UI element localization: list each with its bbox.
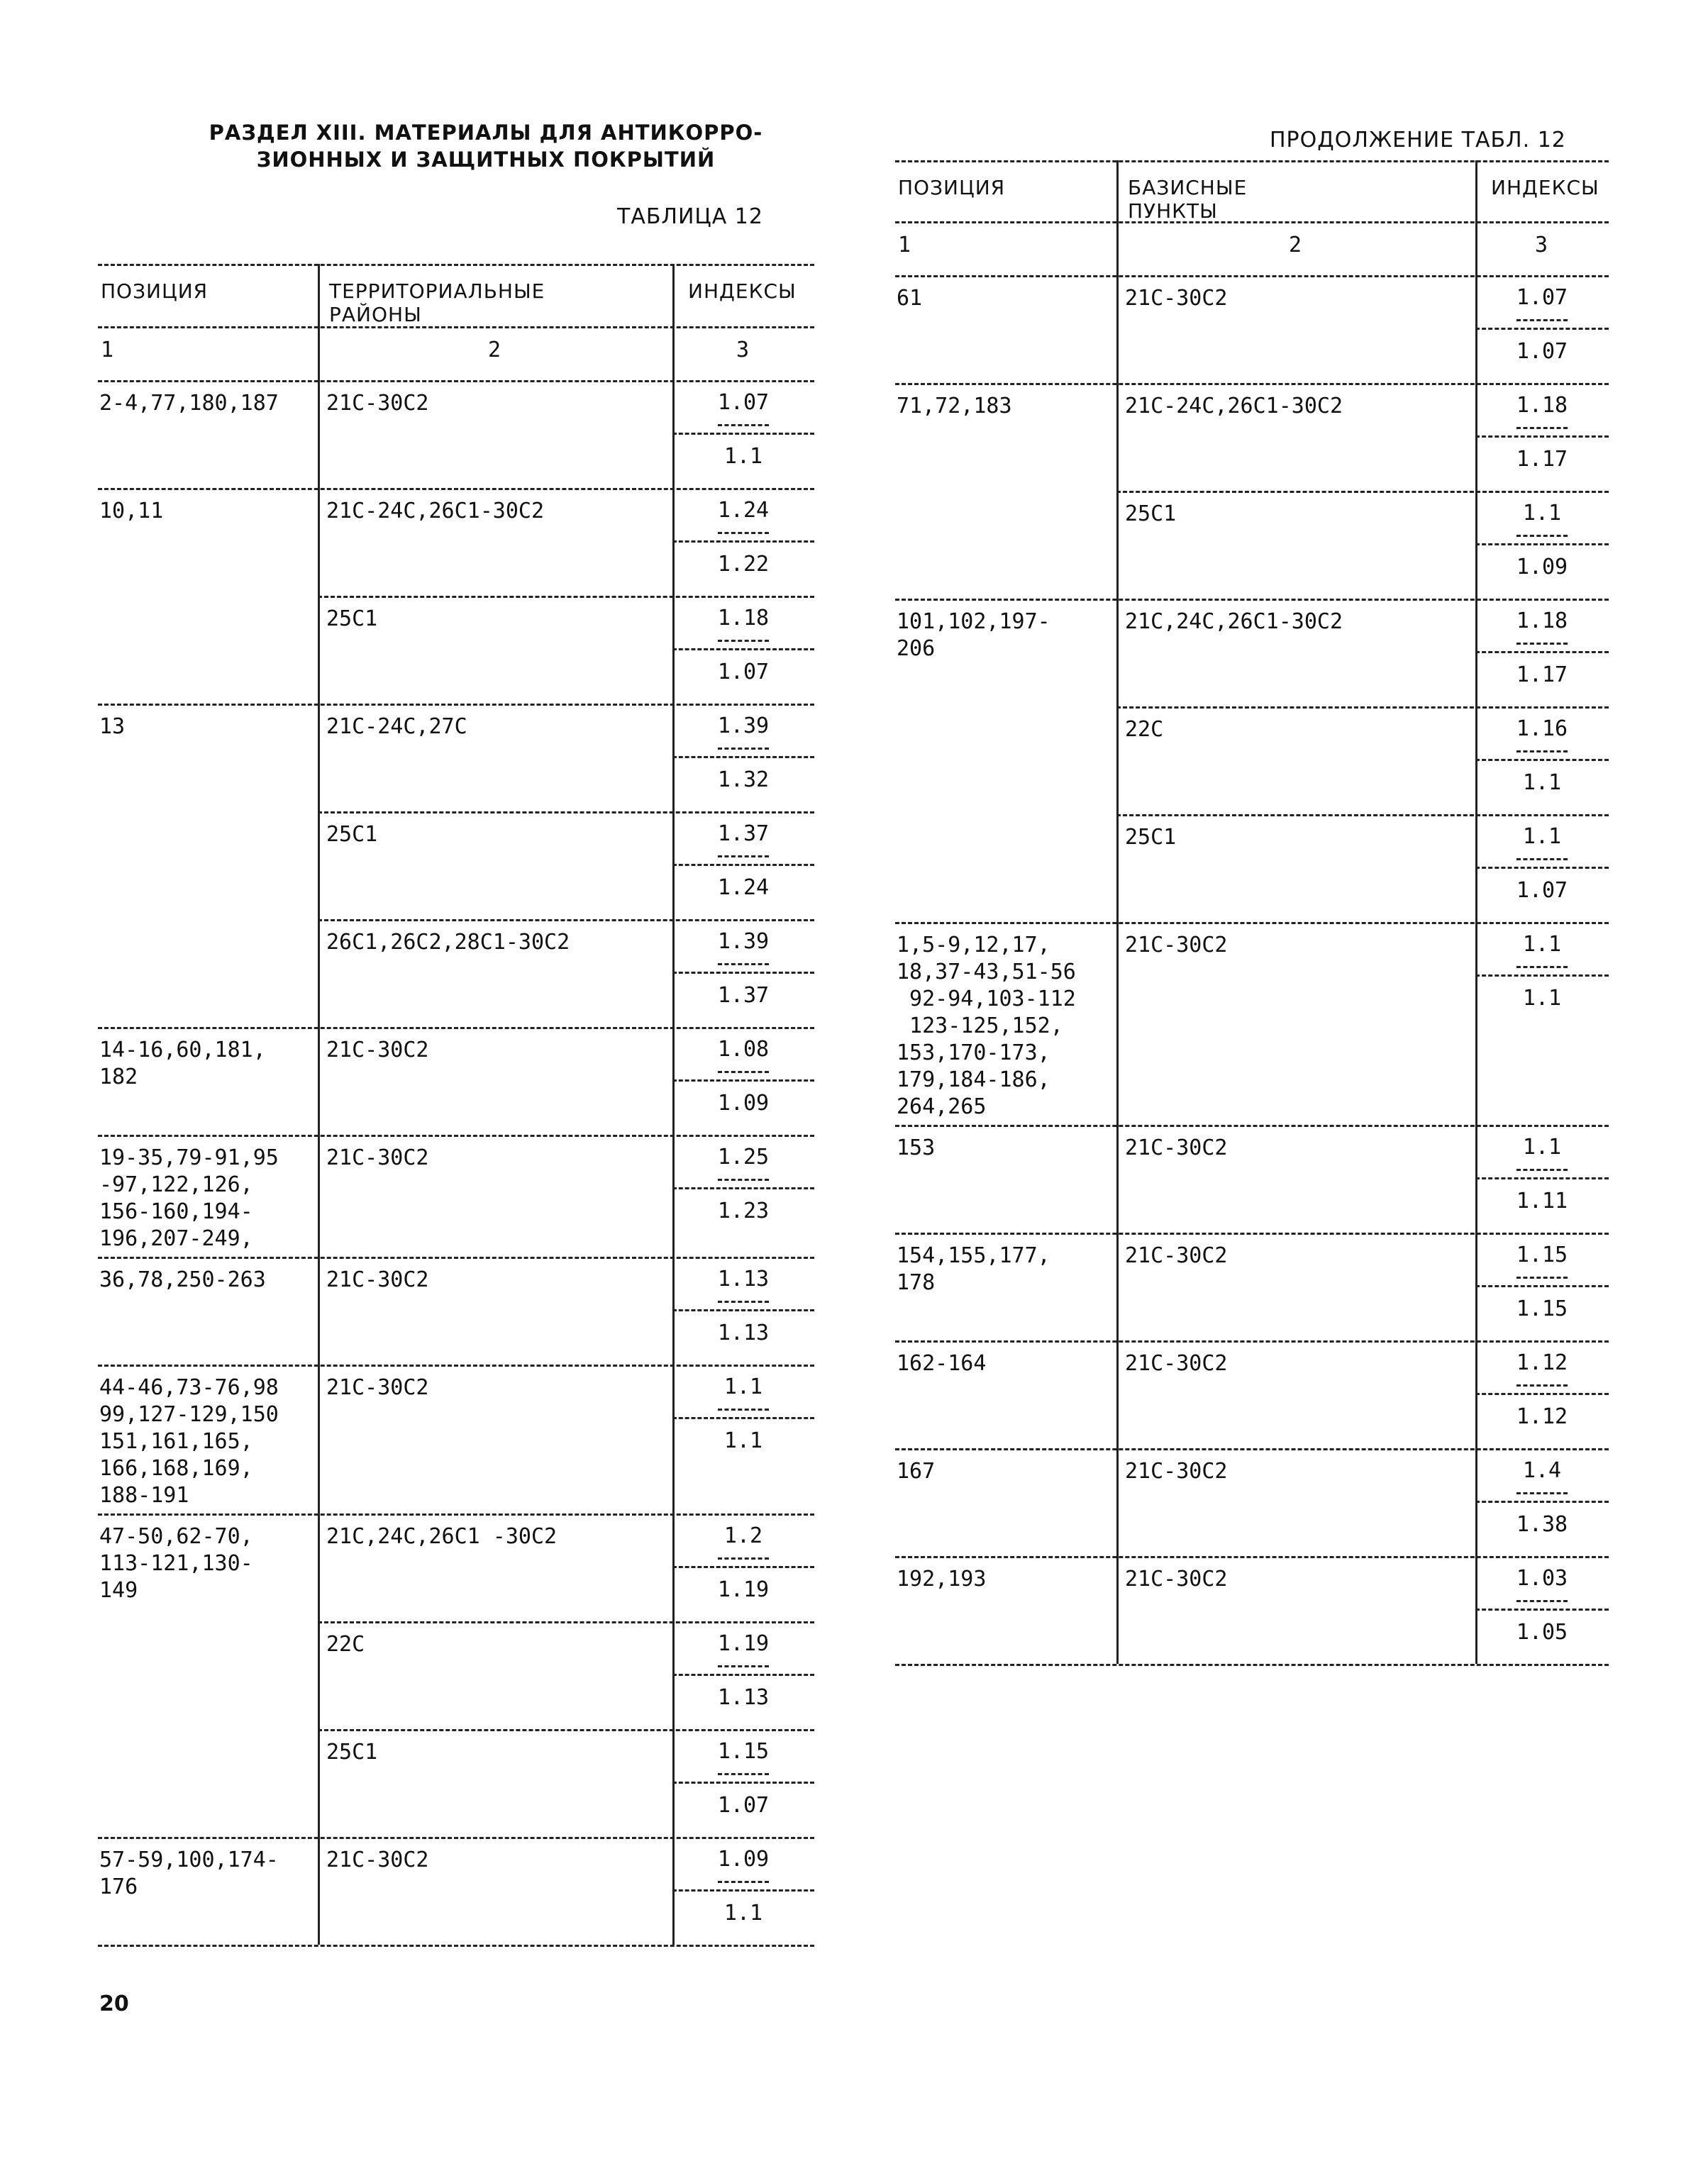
section-title-line2: ЗИОННЫХ И ЗАЩИТНЫХ ПОКРЫТИЙ — [256, 148, 716, 172]
index-fraction-bar — [718, 1773, 769, 1775]
area-cell: 21С-30С2 — [1125, 1243, 1228, 1268]
index-top: 1.18 — [1516, 609, 1568, 633]
index-top: 1.19 — [717, 1631, 770, 1656]
col-number-2: 2 — [488, 338, 501, 362]
row-rule — [895, 1664, 1609, 1666]
position-cell: 19-35,79-91,95 -97,122,126, 156-160,194- 196,207-249, — [99, 1145, 279, 1251]
position-cell: 153 — [897, 1135, 936, 1160]
position-cell: 167 — [897, 1459, 936, 1484]
row-rule — [895, 1340, 1609, 1343]
index-fraction-bar — [1516, 643, 1568, 645]
area-cell: 25С1 — [1125, 501, 1177, 526]
index-mid-rule — [672, 1079, 814, 1082]
area-cell: 21С-30С2 — [1125, 933, 1228, 957]
index-mid-rule — [672, 648, 814, 650]
index-top: 1.4 — [1522, 1458, 1562, 1483]
index-bottom: 1.1 — [1522, 986, 1562, 1011]
index-mid-rule — [672, 1782, 814, 1784]
row-rule — [895, 922, 1609, 924]
col-header-area: ТЕРРИТОРИАЛЬНЫЕ РАЙОНЫ — [329, 279, 545, 326]
index-mid-rule — [1475, 1501, 1609, 1503]
index-fraction-bar — [1516, 750, 1568, 752]
index-bottom: 1.38 — [1516, 1512, 1568, 1537]
row-rule — [98, 1513, 814, 1516]
index-top: 1.12 — [1516, 1350, 1568, 1375]
index-mid-rule — [672, 1889, 814, 1892]
area-cell: 21С-30С2 — [1125, 1135, 1228, 1160]
index-mid-rule — [672, 1187, 814, 1189]
index-fraction-bar — [1516, 858, 1568, 860]
index-bottom: 1.37 — [717, 983, 770, 1008]
area-cell: 21С-24С,26С1-30С2 — [326, 499, 545, 523]
index-fraction-bar — [718, 640, 769, 642]
index-bottom: 1.1 — [723, 444, 763, 469]
index-bottom: 1.09 — [1516, 555, 1568, 579]
index-mid-rule — [672, 756, 814, 758]
row-rule — [98, 1365, 814, 1367]
index-fraction-bar — [718, 532, 769, 534]
area-cell: 21С-30С2 — [1125, 1459, 1228, 1484]
index-top: 1.24 — [717, 498, 770, 523]
table-continuation: ПРОДОЛЖЕНИЕ ТАБЛ. 12 — [1270, 128, 1566, 152]
index-bottom: 1.19 — [717, 1577, 770, 1602]
header-rule — [98, 326, 814, 328]
index-top: 1.37 — [717, 821, 770, 846]
index-top: 1.18 — [717, 606, 770, 631]
index-top: 1.16 — [1516, 716, 1568, 741]
index-bottom: 1.24 — [717, 875, 770, 900]
index-fraction-bar — [718, 1179, 769, 1181]
row-rule — [895, 1448, 1609, 1450]
row-rule — [895, 599, 1609, 601]
index-bottom: 1.17 — [1516, 447, 1568, 472]
index-bottom: 1.07 — [717, 660, 770, 684]
index-mid-rule — [1475, 1285, 1609, 1287]
index-fraction-bar — [1516, 319, 1568, 321]
col-header-area: БАЗИСНЫЕ ПУНКТЫ — [1128, 176, 1248, 223]
divider-index — [672, 264, 675, 1945]
index-bottom: 1.05 — [1516, 1620, 1568, 1645]
row-rule — [98, 1135, 814, 1137]
position-cell: 47-50,62-70, 113-121,130- 149 — [99, 1524, 253, 1603]
area-cell: 21С-30С2 — [326, 1267, 429, 1292]
sub-rule — [318, 1621, 814, 1623]
index-top: 1.07 — [717, 390, 770, 415]
index-fraction-bar — [1516, 966, 1568, 968]
index-fraction-bar — [1516, 1277, 1568, 1279]
area-cell: 22С — [326, 1632, 365, 1657]
index-bottom: 1.09 — [717, 1091, 770, 1116]
index-mid-rule — [672, 972, 814, 974]
index-top: 1.1 — [1522, 1135, 1562, 1160]
position-cell: 71,72,183 — [897, 394, 1012, 418]
col-header-index: ИНДЕКСЫ — [1491, 176, 1599, 199]
index-bottom: 1.22 — [717, 552, 770, 577]
index-fraction-bar — [1516, 427, 1568, 429]
row-rule — [98, 1027, 814, 1029]
numbers-rule — [895, 275, 1609, 277]
index-mid-rule — [672, 1674, 814, 1676]
index-fraction-bar — [718, 424, 769, 426]
index-bottom: 1.1 — [1522, 770, 1562, 795]
index-bottom: 1.15 — [1516, 1296, 1568, 1321]
position-cell: 1,5-9,12,17, 18,37-43,51-56 92-94,103-112 123-125,152, 153,170-173, 179,184-186, 264,265 — [897, 933, 1076, 1119]
index-bottom: 1.07 — [1516, 339, 1568, 364]
index-mid-rule — [1475, 1609, 1609, 1611]
sub-rule — [318, 811, 814, 813]
sub-rule — [1116, 491, 1609, 493]
index-bottom: 1.1 — [723, 1901, 763, 1926]
col-header-position: ПОЗИЦИЯ — [898, 176, 1006, 199]
index-mid-rule — [672, 540, 814, 543]
index-fraction-bar — [1516, 1169, 1568, 1171]
area-cell: 21С,24С,26С1 -30С2 — [326, 1524, 558, 1549]
index-fraction-bar — [718, 963, 769, 965]
index-mid-rule — [1475, 759, 1609, 761]
position-cell: 13 — [99, 714, 126, 739]
section-title-line1: РАЗДЕЛ XIII. МАТЕРИАЛЫ ДЛЯ АНТИКОРРО- — [209, 121, 763, 145]
index-bottom: 1.23 — [717, 1199, 770, 1223]
index-top: 1.03 — [1516, 1566, 1568, 1591]
index-fraction-bar — [718, 1881, 769, 1883]
numbers-rule — [98, 380, 814, 382]
row-rule — [98, 704, 814, 706]
index-bottom: 1.12 — [1516, 1404, 1568, 1429]
index-bottom: 1.07 — [1516, 878, 1568, 903]
row-rule — [98, 1837, 814, 1839]
area-cell: 21С-30С2 — [326, 1145, 429, 1170]
area-cell: 21С-30С2 — [326, 1848, 429, 1872]
index-mid-rule — [672, 433, 814, 435]
index-bottom: 1.1 — [723, 1428, 763, 1453]
index-top: 1.39 — [717, 929, 770, 954]
divider-index — [1475, 160, 1477, 1664]
sub-rule — [1116, 814, 1609, 816]
area-cell: 21С-24С,27С — [326, 714, 467, 739]
index-top: 1.09 — [717, 1847, 770, 1872]
col-number-1: 1 — [898, 233, 911, 257]
area-cell: 21С-30С2 — [1125, 1567, 1228, 1592]
index-fraction-bar — [718, 1557, 769, 1560]
index-mid-rule — [672, 1309, 814, 1311]
index-fraction-bar — [718, 1301, 769, 1303]
position-cell: 14-16,60,181, 182 — [99, 1038, 266, 1089]
index-fraction-bar — [718, 1071, 769, 1073]
index-fraction-bar — [1516, 1384, 1568, 1387]
table-number: ТАБЛИЦА 12 — [617, 204, 763, 229]
area-cell: 26С1,26С2,28С1-30С2 — [326, 930, 570, 955]
index-bottom: 1.13 — [717, 1321, 770, 1345]
index-fraction-bar — [718, 1409, 769, 1411]
row-rule — [98, 488, 814, 490]
col-header-position: ПОЗИЦИЯ — [101, 279, 209, 303]
area-cell: 25С1 — [326, 822, 378, 847]
area-cell: 21С-30С2 — [326, 1375, 429, 1400]
index-bottom: 1.11 — [1516, 1189, 1568, 1213]
col-number-3: 3 — [736, 338, 750, 362]
index-bottom: 1.17 — [1516, 662, 1568, 687]
index-mid-rule — [1475, 651, 1609, 653]
index-top: 1.1 — [723, 1374, 763, 1399]
index-top: 1.1 — [1522, 932, 1562, 957]
area-cell: 21С-30С2 — [326, 1038, 429, 1062]
area-cell: 21С-24С,26С1-30С2 — [1125, 394, 1343, 418]
index-top: 1.07 — [1516, 285, 1568, 310]
area-cell: 25С1 — [326, 1740, 378, 1765]
page-number: 20 — [99, 1992, 129, 2016]
table-top-rule — [98, 264, 814, 266]
index-mid-rule — [1475, 1393, 1609, 1395]
col-number-3: 3 — [1535, 233, 1548, 257]
row-rule — [98, 1945, 814, 1947]
index-top: 1.08 — [717, 1037, 770, 1062]
area-cell: 21С-30С2 — [326, 391, 429, 416]
index-fraction-bar — [1516, 535, 1568, 537]
position-cell: 101,102,197- 206 — [897, 609, 1050, 661]
index-mid-rule — [672, 864, 814, 866]
index-fraction-bar — [1516, 1600, 1568, 1602]
row-rule — [895, 1125, 1609, 1127]
index-mid-rule — [1475, 974, 1609, 977]
row-rule — [98, 1257, 814, 1259]
position-cell: 192,193 — [897, 1567, 987, 1592]
index-top: 1.18 — [1516, 393, 1568, 418]
area-cell: 21С,24С,26С1-30С2 — [1125, 609, 1343, 634]
position-cell: 162-164 — [897, 1351, 987, 1376]
section-title — [199, 119, 773, 173]
divider-area — [1116, 160, 1119, 1664]
index-top: 1.2 — [723, 1523, 763, 1548]
row-rule — [895, 383, 1609, 385]
header-rule — [895, 221, 1609, 223]
area-cell: 22С — [1125, 717, 1164, 742]
index-mid-rule — [1475, 1177, 1609, 1179]
index-top: 1.39 — [717, 713, 770, 738]
position-cell: 57-59,100,174- 176 — [99, 1848, 279, 1899]
sub-rule — [1116, 706, 1609, 709]
index-mid-rule — [1475, 543, 1609, 545]
position-cell: 36,78,250-263 — [99, 1267, 266, 1292]
index-bottom: 1.07 — [717, 1793, 770, 1818]
area-cell: 21С-30С2 — [1125, 286, 1228, 311]
col-number-2: 2 — [1289, 233, 1302, 257]
index-top: 1.15 — [1516, 1243, 1568, 1267]
index-mid-rule — [672, 1566, 814, 1568]
index-top: 1.1 — [1522, 501, 1562, 526]
index-top: 1.1 — [1522, 824, 1562, 849]
index-fraction-bar — [718, 855, 769, 857]
divider-area — [318, 264, 320, 1945]
index-mid-rule — [1475, 867, 1609, 869]
index-mid-rule — [1475, 328, 1609, 330]
col-number-1: 1 — [101, 338, 114, 362]
index-fraction-bar — [718, 1665, 769, 1667]
index-top: 1.25 — [717, 1145, 770, 1170]
row-rule — [895, 1556, 1609, 1558]
position-cell: 154,155,177, 178 — [897, 1243, 1050, 1295]
index-mid-rule — [672, 1417, 814, 1419]
index-top: 1.15 — [717, 1739, 770, 1764]
sub-rule — [318, 919, 814, 921]
col-header-index: ИНДЕКСЫ — [688, 279, 797, 303]
area-cell: 21С-30С2 — [1125, 1351, 1228, 1376]
area-cell: 25С1 — [326, 606, 378, 631]
index-top: 1.13 — [717, 1267, 770, 1292]
position-cell: 10,11 — [99, 499, 164, 523]
index-fraction-bar — [718, 748, 769, 750]
position-cell: 44-46,73-76,98 99,127-129,150 151,161,165, 166,168,169, 188-191 — [99, 1375, 279, 1508]
position-cell: 61 — [897, 286, 923, 311]
table-top-rule — [895, 160, 1609, 162]
area-cell: 25С1 — [1125, 825, 1177, 850]
sub-rule — [318, 1729, 814, 1731]
row-rule — [895, 1233, 1609, 1235]
index-bottom: 1.13 — [717, 1685, 770, 1710]
index-fraction-bar — [1516, 1492, 1568, 1494]
position-cell: 2-4,77,180,187 — [99, 391, 279, 416]
index-bottom: 1.32 — [717, 767, 770, 792]
sub-rule — [318, 596, 814, 598]
index-mid-rule — [1475, 435, 1609, 438]
